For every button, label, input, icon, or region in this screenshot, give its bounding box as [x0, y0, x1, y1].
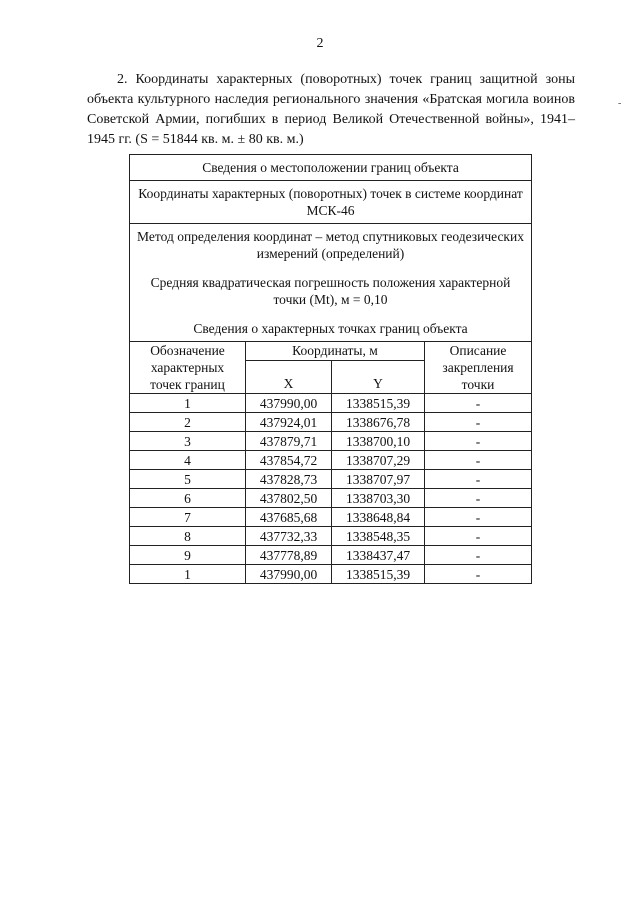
point-id: 3: [130, 432, 246, 451]
boundary-coordinates-table: [129, 154, 532, 584]
table-row: [130, 394, 532, 413]
point-description: -: [425, 413, 532, 432]
table-row: [130, 489, 532, 508]
table-row: [130, 451, 532, 470]
point-description: -: [425, 470, 532, 489]
method-text: Метод определения координат – метод спутниковых геодезических измерений (определений): [137, 229, 524, 261]
y-value: 1338707,29: [332, 451, 425, 470]
coordinate-system-cell: Координаты характерных (поворотных) точек в системе координат МСК-46: [130, 181, 532, 224]
y-value: 1338700,10: [332, 432, 425, 451]
x-value: 437990,00: [246, 394, 332, 413]
point-id: 2: [130, 413, 246, 432]
y-value: 1338437,47: [332, 546, 425, 565]
table-row: [130, 565, 532, 584]
table-row: [130, 413, 532, 432]
page-number: 2: [316, 36, 324, 51]
table-row: [130, 546, 532, 565]
point-id: 8: [130, 527, 246, 546]
point-id: 9: [130, 546, 246, 565]
point-id: 6: [130, 489, 246, 508]
y-value: 1338676,78: [332, 413, 425, 432]
x-value: 437802,50: [246, 489, 332, 508]
table-row: [130, 432, 532, 451]
point-id: 1: [130, 394, 246, 413]
point-description: -: [425, 527, 532, 546]
y-value: 1338703,30: [332, 489, 425, 508]
point-id: 1: [130, 565, 246, 584]
points-section-title: Сведения о характерных точках границ объекта: [193, 321, 468, 336]
method-cell: [130, 224, 532, 342]
point-description: -: [425, 565, 532, 584]
point-id: 4: [130, 451, 246, 470]
y-value: 1338515,39: [332, 394, 425, 413]
table-row: [130, 527, 532, 546]
y-value: 1338548,35: [332, 527, 425, 546]
x-value: 437685,68: [246, 508, 332, 527]
x-header: X: [246, 360, 332, 393]
x-value: 437828,73: [246, 470, 332, 489]
point-description: -: [425, 489, 532, 508]
margin-mark: -: [618, 98, 622, 109]
x-value: 437732,33: [246, 527, 332, 546]
y-value: 1338707,97: [332, 470, 425, 489]
point-description: -: [425, 546, 532, 565]
table-row: [130, 508, 532, 527]
point-id: 7: [130, 508, 246, 527]
y-value: 1338648,84: [332, 508, 425, 527]
point-id: 5: [130, 470, 246, 489]
description-header: Описание закрепления точки: [425, 342, 532, 394]
x-value: 437924,01: [246, 413, 332, 432]
point-designation-header: Обозначение характерных точек границ: [130, 342, 246, 394]
x-value: 437778,89: [246, 546, 332, 565]
accuracy-text: Средняя квадратическая погрешность положения характерной точки (Mt), м = 0,10: [150, 275, 511, 307]
y-value: 1338515,39: [332, 565, 425, 584]
x-value: 437879,71: [246, 432, 332, 451]
x-value: 437854,72: [246, 451, 332, 470]
point-description: -: [425, 432, 532, 451]
point-description: -: [425, 394, 532, 413]
table-row: [130, 470, 532, 489]
intro-paragraph: 2. Координаты характерных (поворотных) точек границ защитной зоны объекта культурного наследия регионального значения «Братская могила воинов Советской Армии, погибших в период Великой Отечественной войны», 1941–1945 гг. (S = 51844 кв. м. ± 80 кв. м.): [87, 72, 575, 147]
point-description: -: [425, 508, 532, 527]
y-header: Y: [332, 360, 425, 393]
point-description: -: [425, 451, 532, 470]
table-title: Сведения о местоположении границ объекта: [130, 155, 532, 181]
coordinates-header: Координаты, м: [246, 342, 425, 361]
x-value: 437990,00: [246, 565, 332, 584]
